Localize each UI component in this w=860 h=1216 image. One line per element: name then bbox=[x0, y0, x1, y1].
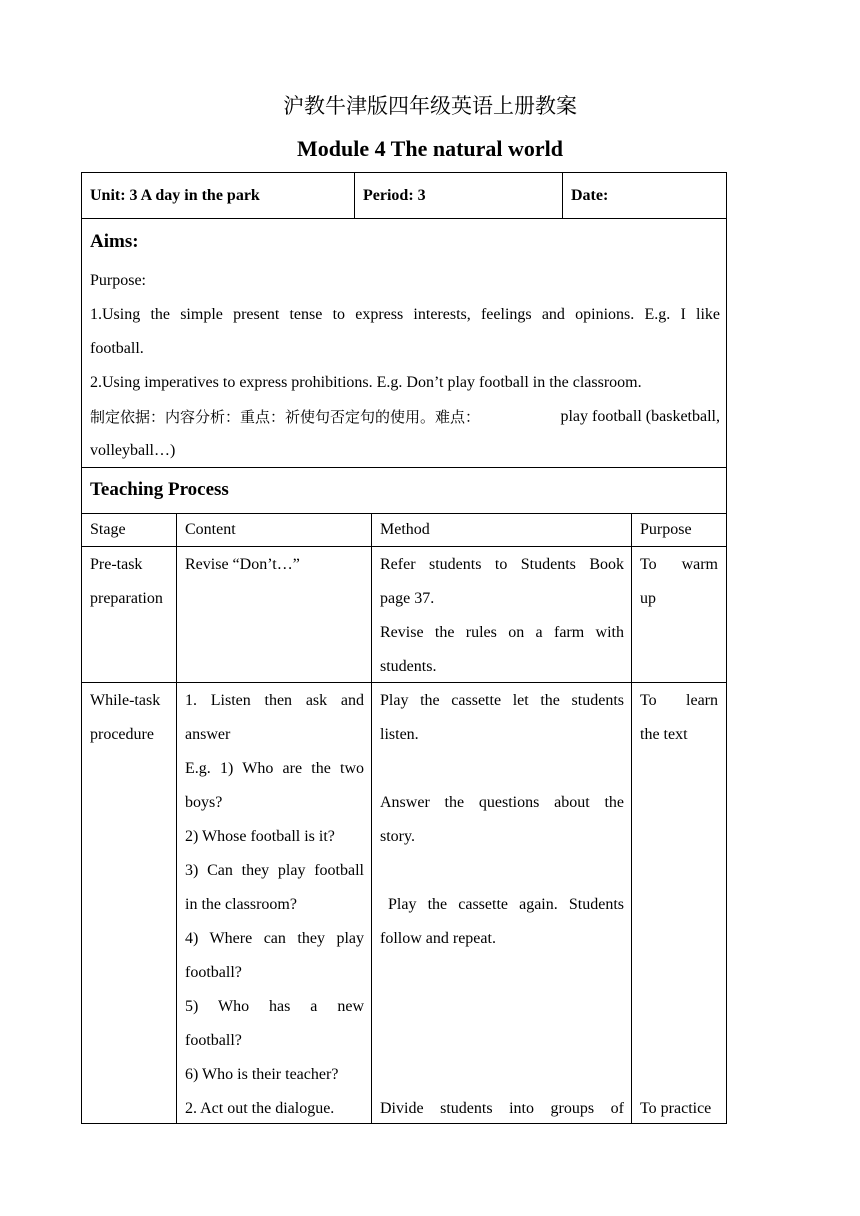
content-line: in the classroom? bbox=[185, 896, 297, 913]
content-line: Revise “Don’t…” bbox=[185, 556, 300, 573]
table-col-divider bbox=[371, 513, 372, 1124]
header-divider bbox=[562, 172, 563, 219]
method-line: students. bbox=[380, 658, 437, 675]
teaching-process-heading: Teaching Process bbox=[90, 479, 229, 500]
purpose-line: up bbox=[640, 590, 656, 607]
column-header-stage: Stage bbox=[90, 521, 126, 538]
header-divider bbox=[354, 172, 355, 219]
aim-line: football. bbox=[90, 340, 144, 357]
method-line: Revise the rules on a farm with bbox=[380, 624, 624, 641]
table-col-divider bbox=[631, 513, 632, 1124]
purpose-line: To warm bbox=[640, 556, 718, 573]
column-header-content: Content bbox=[185, 521, 236, 538]
method-line: Play the cassette let the students bbox=[380, 692, 624, 709]
content-line: boys? bbox=[185, 794, 223, 811]
content-line: 6) Who is their teacher? bbox=[185, 1066, 339, 1083]
purpose-label: Purpose: bbox=[90, 272, 146, 289]
column-header-method: Method bbox=[380, 521, 430, 538]
aim-line: volleyball…) bbox=[90, 442, 176, 459]
content-line: 2. Act out the dialogue. bbox=[185, 1100, 335, 1117]
stage-line: preparation bbox=[90, 590, 163, 607]
aim-line: 1.Using the simple present tense to express interests, feelings and opinions. E.g. I like bbox=[90, 306, 720, 323]
content-line: 2) Whose football is it? bbox=[185, 828, 335, 845]
aim-line bbox=[90, 400, 720, 434]
document-title: 沪教牛津版四年级英语上册教案 bbox=[283, 94, 577, 118]
period-label: Period: 3 bbox=[363, 187, 426, 204]
aim-basis-en: play football (basketball, bbox=[560, 408, 720, 425]
aims-heading: Aims: bbox=[90, 231, 139, 252]
document-subtitle: Module 4 The natural world bbox=[296, 136, 564, 161]
purpose-line: To practice bbox=[640, 1100, 712, 1117]
date-label: Date: bbox=[571, 187, 609, 204]
content-line: football? bbox=[185, 1032, 242, 1049]
content-line: answer bbox=[185, 726, 231, 743]
content-line: E.g. 1) Who are the two bbox=[185, 760, 364, 777]
purpose-line: To learn bbox=[640, 692, 718, 709]
content-line: 1. Listen then ask and bbox=[185, 692, 364, 709]
content-line: 5) Who has a new bbox=[185, 998, 364, 1015]
stage-line: While-task bbox=[90, 692, 161, 709]
method-line: Divide students into groups of bbox=[380, 1100, 624, 1117]
method-line: Play the cassette again. Students bbox=[388, 896, 624, 913]
content-line: 4) Where can they play bbox=[185, 930, 364, 947]
stage-line: procedure bbox=[90, 726, 154, 743]
purpose-line: the text bbox=[640, 726, 688, 743]
unit-label: Unit: 3 A day in the park bbox=[90, 187, 260, 204]
method-line: page 37. bbox=[380, 590, 435, 607]
column-header-purpose: Purpose bbox=[640, 521, 692, 538]
stage-line: Pre-task bbox=[90, 556, 143, 573]
table-col-divider bbox=[176, 513, 177, 1124]
method-line: story. bbox=[380, 828, 415, 845]
method-line: listen. bbox=[380, 726, 419, 743]
method-line: follow and repeat. bbox=[380, 930, 496, 947]
method-line: Refer students to Students Book bbox=[380, 556, 624, 573]
content-line: 3) Can they play football bbox=[185, 862, 364, 879]
aim-basis-zh: 制定依据：内容分析：重点：祈使句否定句的使用。难点： bbox=[90, 408, 481, 426]
method-line: Answer the questions about the bbox=[380, 794, 624, 811]
aim-line: 2.Using imperatives to express prohibitions. E.g. Don’t play football in the classroom. bbox=[90, 374, 642, 391]
content-line: football? bbox=[185, 964, 242, 981]
